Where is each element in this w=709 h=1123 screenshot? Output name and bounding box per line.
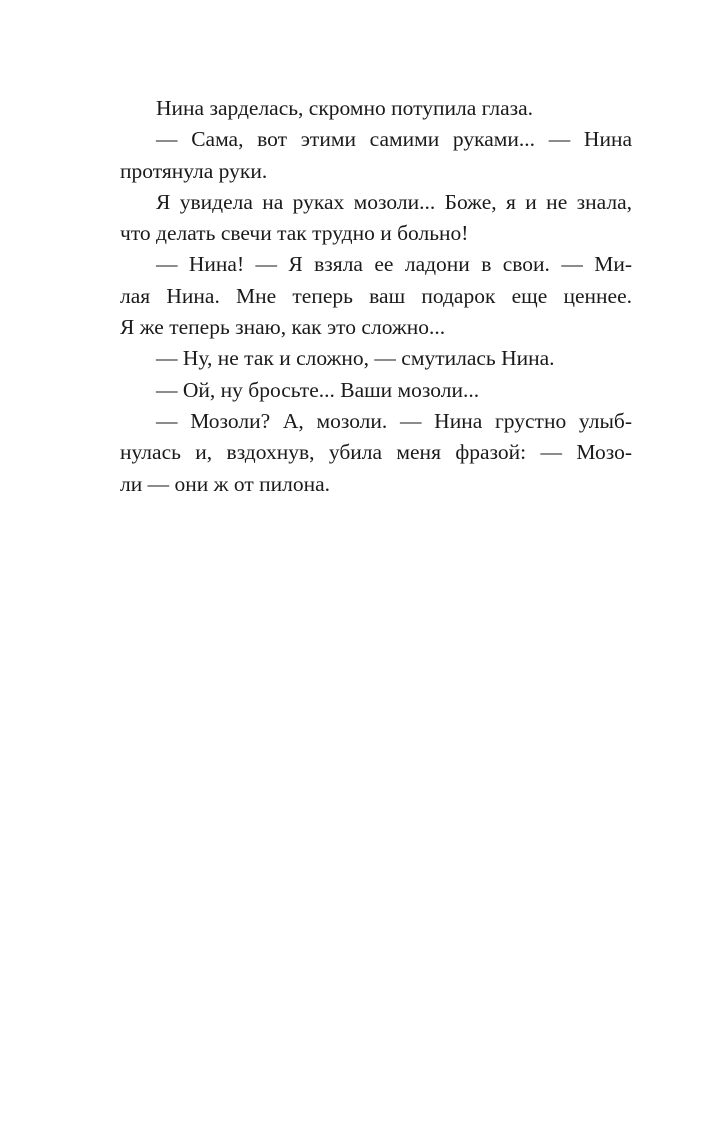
paragraph-line: Я же теперь знаю, как это сложно... xyxy=(120,315,446,340)
paragraph-line: Нина зарделась, скромно потупила глаза. xyxy=(156,96,534,120)
paragraph-line: — Сама, вот этими самими руками... — Нина xyxy=(156,127,632,152)
paragraph-line: нулась и, вздохнув, убила меня фразой: — Мозо- xyxy=(120,440,632,465)
paragraph-line: лая Нина. Мне теперь ваш подарок еще ценнее. xyxy=(120,283,632,308)
paragraph-line: Я увидела на руках мозоли... Боже, я и не знала, xyxy=(156,189,632,214)
paragraph-line: протянула руки. xyxy=(120,158,268,183)
paragraph-line: — Нина! — Я взяла ее ладони в свои. — Ми- xyxy=(156,252,632,277)
body-text xyxy=(120,93,632,500)
paragraph-line: — Ну, не так и сложно, — смутилась Нина. xyxy=(156,346,555,371)
paragraph-line: — Ой, ну бросьте... Ваши мозоли... xyxy=(156,377,480,402)
paragraph-line: ли — они ж от пилона. xyxy=(120,471,331,496)
paragraph-line: что делать свечи так трудно и больно! xyxy=(120,221,469,246)
paragraph-line: — Мозоли? А, мозоли. — Нина грустно улыб- xyxy=(156,408,632,433)
